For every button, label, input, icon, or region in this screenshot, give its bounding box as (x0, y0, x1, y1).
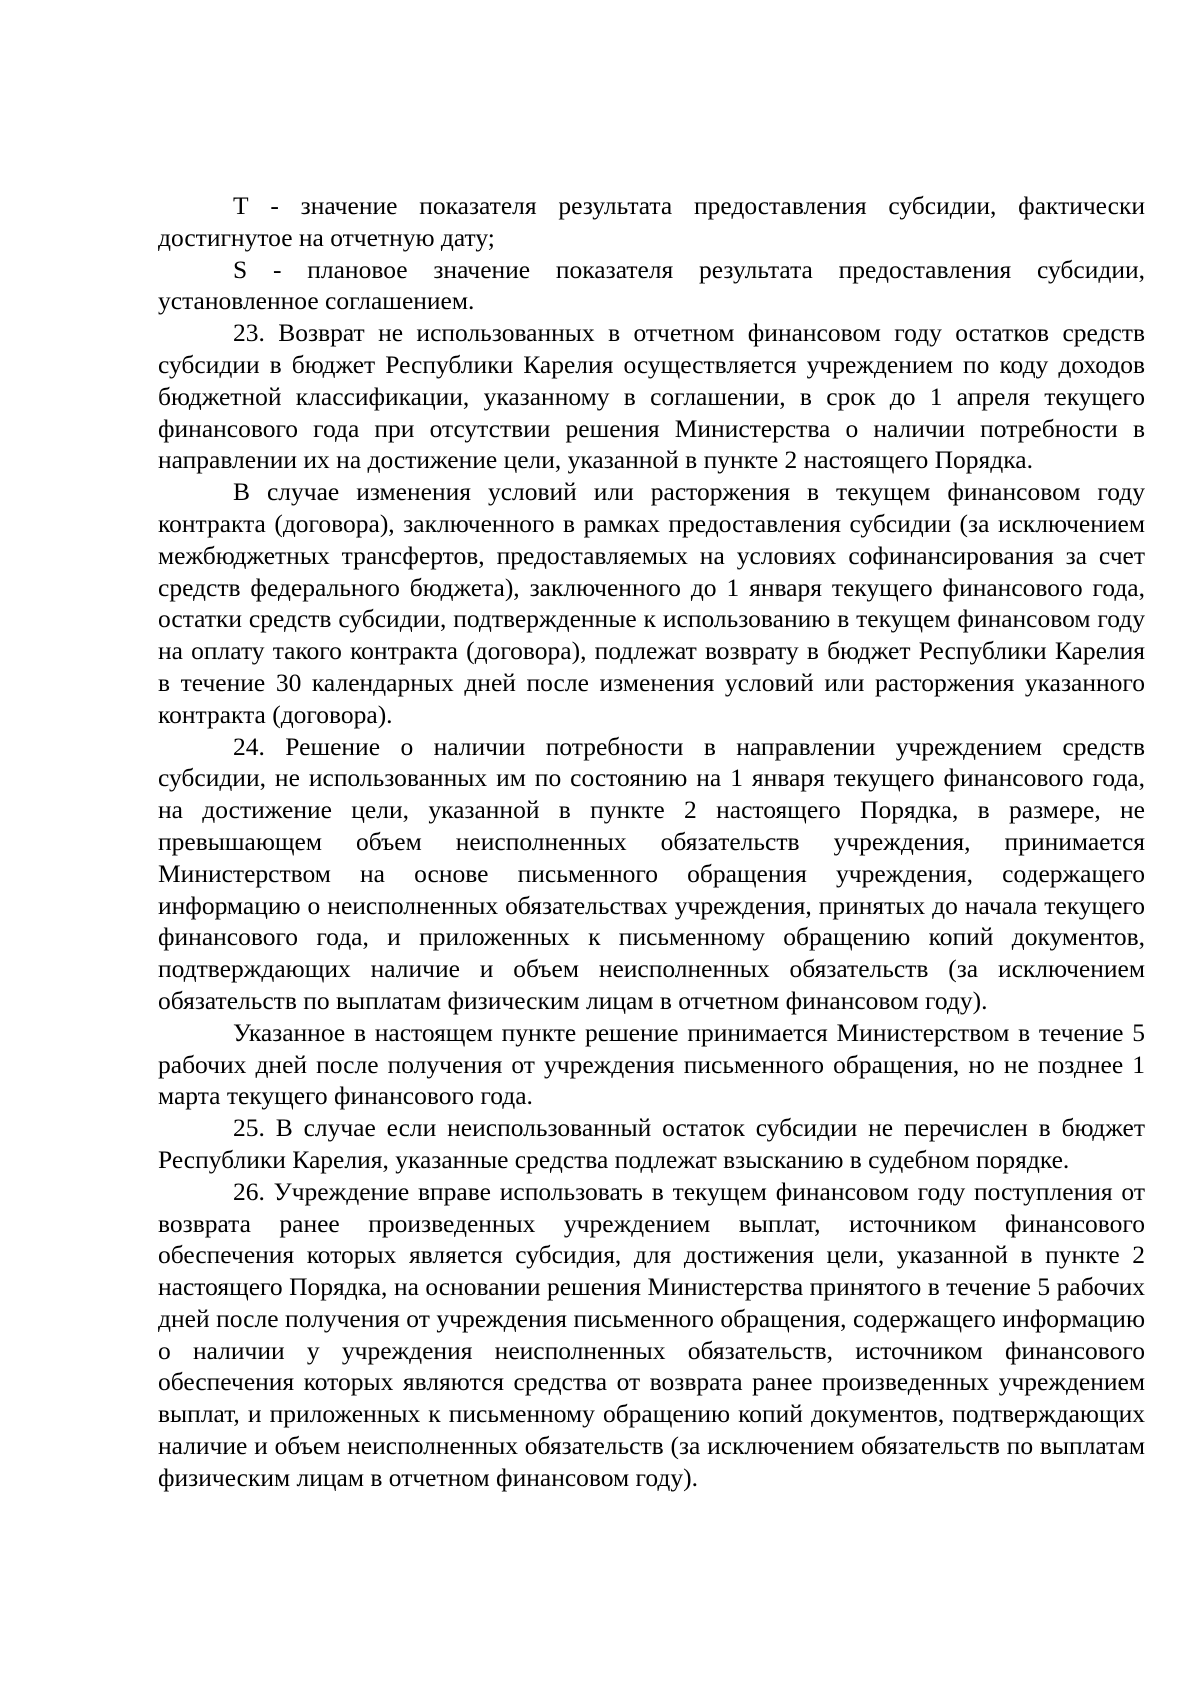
paragraph-s-definition: S - плановое значение показателя результата предоставления субсидии, установленное соглашением. (158, 254, 1145, 316)
paragraph-item-24: 24. Решение о наличии потребности в направлении учреждением средств субсидии, не использованных им по состоянию на 1 января текущего финансового года, на достижение цели, указанной в пункте 2 настоящего Порядка, в размере, не превышающем объем неисполненных обязательств учреждения, принимается Министерством на основе письменного обращения учреждения, содержащего информацию о неисполненных обязательствах учреждения, принятых до начала текущего финансового года, и приложенных к письменному обращению копий документов, подтверждающих наличие и объем неисполненных обязательств (за исключением обязательств по выплатам физическим лицам в отчетном финансовом году). (158, 731, 1145, 1015)
paragraph-contract-change: В случае изменения условий или расторжения в текущем финансовом году контракта (договора), заключенного в рамках предоставления субсидии (за исключением межбюджетных трансфертов, предоставляемых на условиях софинансирования за счет средств федерального бюджета), заключенного до 1 января текущего финансового года, остатки средств субсидии, подтвержденные к использованию в текущем финансовом году на оплату такого контракта (договора), подлежат возврату в бюджет Республики Карелия в течение 30 календарных дней после изменения условий или расторжения указанного контракта (договора). (158, 477, 1145, 729)
paragraph-item-25: 25. В случае если неиспользованный остаток субсидии не перечислен в бюджет Республики Карелия, указанные средства подлежат взысканию в судебном порядке. (158, 1113, 1145, 1174)
document-page (158, 190, 1145, 1494)
paragraph-item-23: 23. Возврат не использованных в отчетном финансовом году остатков средств субсидии в бюджет Республики Карелия осуществляется учреждением по коду доходов бюджетной классификации, указанному в соглашении, в срок до 1 апреля текущего финансового года при отсутствии решения Министерства о наличии потребности в направлении их на достижение цели, указанной в пункте 2 настоящего Порядка. (158, 318, 1145, 475)
paragraph-decision-deadline: Указанное в настоящем пункте решение принимается Министерством в течение 5 рабочих дней после получения от учреждения письменного обращения, но не позднее 1 марта текущего финансового года. (158, 1017, 1145, 1111)
paragraph-t-definition: Т - значение показателя результата предоставления субсидии, фактически достигнутое на отчетную дату; (158, 191, 1145, 252)
paragraph-item-26: 26. Учреждение вправе использовать в текущем финансовом году поступления от возврата ранее произведенных учреждением выплат, источником финансового обеспечения которых является субсидия, для достижения цели, указанной в пункте 2 настоящего Порядка, на основании решения Министерства принятого в течение 5 рабочих дней после получения от учреждения письменного обращения, содержащего информацию о наличии у учреждения неисполненных обязательств, источником финансового обеспечения которых являются средства от возврата ранее произведенных учреждением выплат, и приложенных к письменному обращению копий документов, подтверждающих наличие и объем неисполненных обязательств (за исключением обязательств по выплатам физическим лицам в отчетном финансовом году). (158, 1176, 1145, 1492)
